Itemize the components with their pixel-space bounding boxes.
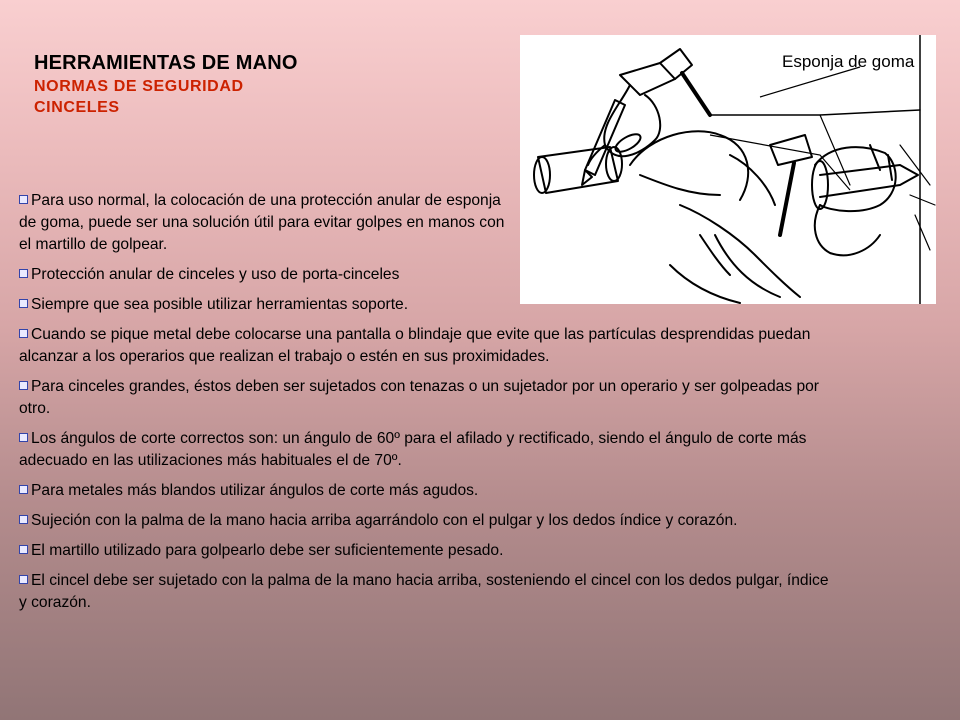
checkbox-bullet-icon: [19, 195, 28, 204]
illustration-caption: Esponja de goma: [782, 52, 915, 71]
list-item-text: Protección anular de cinceles y uso de porta-cinceles: [31, 266, 400, 283]
list-item-text: El martillo utilizado para golpearlo debe ser suficientemente pesado.: [31, 542, 504, 559]
checkbox-bullet-icon: [19, 329, 28, 338]
list-item-text: Los ángulos de corte correctos son: un ángulo de 60º para el afilado y rectificado, siendo el ángulo de corte más adecuado en las utilizaciones más habituales el de 70º.: [19, 430, 807, 469]
list-item: [19, 428, 839, 472]
list-item: [19, 570, 839, 614]
list-item-text: El cincel debe ser sujetado con la palma de la mano hacia arriba, sosteniendo el cincel con los dedos pulgar, índice y corazón.: [19, 572, 829, 611]
list-item: [19, 294, 519, 316]
safety-rules-list: [19, 190, 859, 622]
list-item-text: Para metales más blandos utilizar ángulos de corte más agudos.: [31, 482, 479, 499]
list-item-text: Para uso normal, la colocación de una protección anular de esponja de goma, puede ser una solución útil para evitar golpes en manos con el martillo de golpear.: [19, 192, 505, 253]
list-item: [19, 510, 839, 532]
checkbox-bullet-icon: [19, 299, 28, 308]
list-item: [19, 324, 839, 368]
slide-title: HERRAMIENTAS DE MANO: [34, 52, 298, 74]
list-item: [19, 376, 839, 420]
list-item: [19, 540, 839, 562]
checkbox-bullet-icon: [19, 515, 28, 524]
checkbox-bullet-icon: [19, 433, 28, 442]
checkbox-bullet-icon: [19, 381, 28, 390]
list-item: [19, 190, 519, 256]
list-item: [19, 264, 519, 286]
slide-subtitle-topic: CINCELES: [34, 99, 120, 116]
list-item-text: Sujeción con la palma de la mano hacia arriba agarrándolo con el pulgar y los dedos índice y corazón.: [31, 512, 738, 529]
checkbox-bullet-icon: [19, 269, 28, 278]
checkbox-bullet-icon: [19, 575, 28, 584]
checkbox-bullet-icon: [19, 545, 28, 554]
list-item-text: Siempre que sea posible utilizar herramientas soporte.: [31, 296, 409, 313]
list-item-text: Para cinceles grandes, éstos deben ser sujetados con tenazas o un sujetador por un operario y ser golpeadas por otro.: [19, 378, 819, 417]
slide-header: [34, 51, 298, 118]
slide-subtitle-norms: NORMAS DE SEGURIDAD: [34, 78, 244, 95]
list-item: [19, 480, 839, 502]
checkbox-bullet-icon: [19, 485, 28, 494]
list-item-text: Cuando se pique metal debe colocarse una pantalla o blindaje que evite que las partículas desprendidas puedan alcanzar a los operarios que realizan el trabajo o estén en sus proximidades.: [19, 326, 811, 365]
